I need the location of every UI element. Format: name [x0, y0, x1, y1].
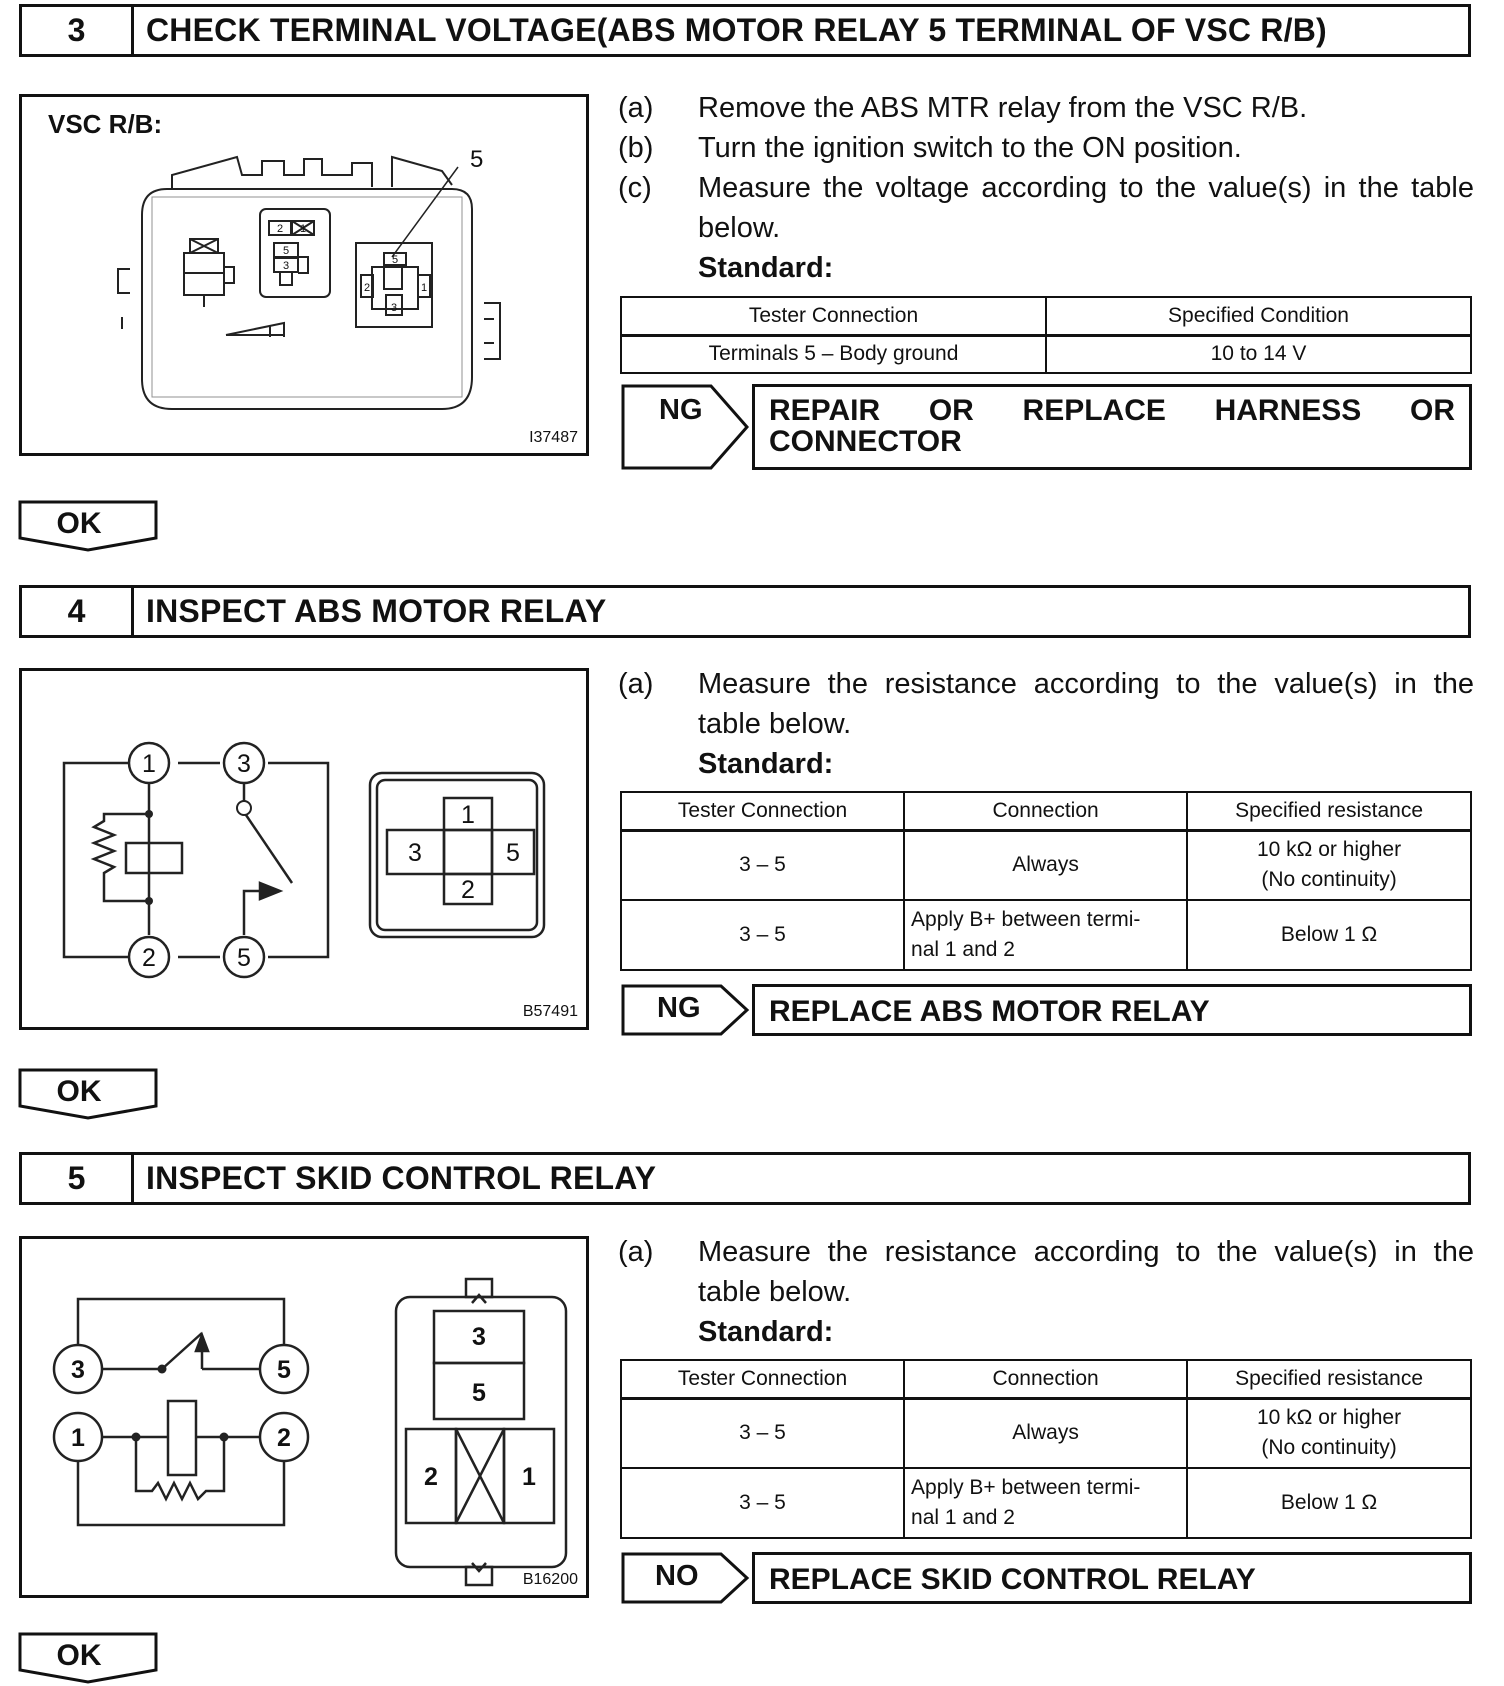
- connector-pin-1: 1: [522, 1463, 536, 1491]
- table-row: [621, 830, 1471, 900]
- step-4-instructions: [618, 664, 1474, 784]
- figure-id: I37487: [529, 429, 578, 446]
- ok-arrow: [18, 1632, 158, 1684]
- ng-label: NG: [659, 394, 703, 426]
- pin-label-5: 5: [282, 245, 290, 257]
- ok-label: OK: [56, 507, 102, 540]
- step-5-header: [19, 1152, 1471, 1205]
- table-header: Specified resistance: [1187, 1360, 1471, 1398]
- step-4-header: [19, 585, 1471, 638]
- pin-3-label: 3: [237, 750, 251, 778]
- table-cell: 10 kΩ or higher (No continuity): [1187, 830, 1471, 900]
- pin-label-3: 3: [282, 260, 290, 272]
- table-header: Connection: [904, 1360, 1187, 1398]
- step-number: 4: [22, 588, 134, 635]
- connector-pin-1: 1: [461, 801, 475, 829]
- table-cell: 10 kΩ or higher (No continuity): [1187, 1398, 1471, 1468]
- table-row: [621, 1398, 1471, 1468]
- no-action-box: REPLACE SKID CONTROL RELAY: [752, 1552, 1472, 1604]
- instruction-item: (b) Turn the ignition switch to the ON position.: [618, 132, 1242, 164]
- instruction-item: (a) Remove the ABS MTR relay from the VSC R/B.: [618, 92, 1308, 124]
- table-row: [621, 900, 1471, 970]
- table-header: Tester Connection: [621, 297, 1046, 335]
- ng-action-box: REPLACE ABS MOTOR RELAY: [752, 984, 1472, 1036]
- standard-label: Standard:: [698, 1316, 834, 1348]
- step-5-instructions: [618, 1232, 1474, 1352]
- standard-label: Standard:: [698, 252, 834, 284]
- step-3-instructions: [618, 88, 1474, 288]
- instruction-item: (a) Measure the resistance according to the value(s) in the table below.: [618, 1236, 1474, 1308]
- abs-motor-relay-figure: [19, 668, 589, 1030]
- relay-schematic: [22, 1239, 592, 1601]
- figure-label: VSC R/B:: [48, 109, 163, 139]
- skid-relay-resistance-table: [620, 1359, 1472, 1539]
- step-title: INSPECT SKID CONTROL RELAY: [146, 1160, 657, 1196]
- instruction-item: (c) Measure the voltage according to the value(s) in the table below.: [618, 172, 1474, 244]
- table-header: Tester Connection: [621, 792, 904, 830]
- table-header: Tester Connection: [621, 1360, 904, 1398]
- connector-pin-5: 5: [506, 839, 520, 867]
- table-row: [621, 335, 1471, 373]
- relay-block-drawing: [22, 97, 592, 459]
- pin-3-label: 3: [71, 1356, 85, 1384]
- target-pin-3: 3: [390, 302, 398, 314]
- pin-5-label: 5: [277, 1356, 291, 1384]
- table-cell: 10 to 14 V: [1046, 335, 1471, 373]
- ok-label: OK: [56, 1075, 102, 1108]
- vsc-relay-block-figure: [19, 94, 589, 456]
- target-pin-1: 1: [420, 282, 428, 294]
- step-number: 5: [22, 1155, 134, 1202]
- instruction-item: (a) Measure the resistance according to the value(s) in the table below.: [618, 668, 1474, 740]
- pin-2-label: 2: [277, 1424, 291, 1452]
- table-row: [621, 1468, 1471, 1538]
- abs-relay-resistance-table: [620, 791, 1472, 971]
- skid-control-relay-figure: [19, 1236, 589, 1598]
- pin-label-2: 2: [276, 223, 284, 235]
- connector-pin-2: 2: [424, 1463, 438, 1491]
- connector-pin-3: 3: [472, 1323, 486, 1351]
- pin-1-label: 1: [142, 750, 156, 778]
- target-pin-5: 5: [391, 254, 399, 266]
- no-label: NO: [655, 1560, 699, 1592]
- table-cell: Always: [904, 830, 1187, 900]
- table-cell: Terminals 5 – Body ground: [621, 335, 1046, 373]
- ok-arrow: [18, 500, 158, 552]
- table-cell: Always: [904, 1398, 1187, 1468]
- table-header: Connection: [904, 792, 1187, 830]
- table-cell: 3 – 5: [621, 900, 904, 970]
- ng-label: NG: [657, 992, 701, 1024]
- pin-label-1: 1: [299, 223, 307, 235]
- step-number: 3: [22, 7, 134, 54]
- table-cell: Below 1 Ω: [1187, 900, 1471, 970]
- connector-pin-2: 2: [461, 876, 475, 904]
- figure-id: B16200: [522, 1571, 578, 1588]
- table-cell: Below 1 Ω: [1187, 1468, 1471, 1538]
- relay-schematic: [22, 671, 592, 1033]
- target-pin-2: 2: [363, 282, 371, 294]
- table-cell: 3 – 5: [621, 1468, 904, 1538]
- ng-result-arrow: [621, 984, 751, 1036]
- table-header: Specified Condition: [1046, 297, 1471, 335]
- ng-result-arrow: [621, 384, 751, 470]
- ok-arrow: [18, 1068, 158, 1120]
- pin-5-label: 5: [237, 944, 251, 972]
- step-3-header: [19, 4, 1471, 57]
- table-cell: 3 – 5: [621, 1398, 904, 1468]
- step-title: CHECK TERMINAL VOLTAGE(ABS MOTOR RELAY 5 TERMINAL OF VSC R/B): [146, 12, 1327, 48]
- ok-label: OK: [56, 1639, 102, 1672]
- pin-1-label: 1: [71, 1424, 85, 1452]
- standard-label: Standard:: [698, 748, 834, 780]
- table-header: Specified resistance: [1187, 792, 1471, 830]
- step-title: INSPECT ABS MOTOR RELAY: [146, 593, 607, 629]
- connector-pin-3: 3: [408, 839, 422, 867]
- voltage-spec-table: [620, 296, 1472, 374]
- pin-2-label: 2: [142, 944, 156, 972]
- table-cell: Apply B+ between termi- nal 1 and 2: [904, 1468, 1187, 1538]
- connector-pin-5: 5: [472, 1379, 486, 1407]
- ng-action-box: REPAIR OR REPLACE HARNESS OR CONNECTOR: [752, 384, 1472, 470]
- table-cell: 3 – 5: [621, 830, 904, 900]
- table-cell: Apply B+ between termi- nal 1 and 2: [904, 900, 1187, 970]
- no-result-arrow: [621, 1552, 751, 1604]
- figure-id: B57491: [522, 1003, 578, 1020]
- callout-label: 5: [470, 146, 484, 173]
